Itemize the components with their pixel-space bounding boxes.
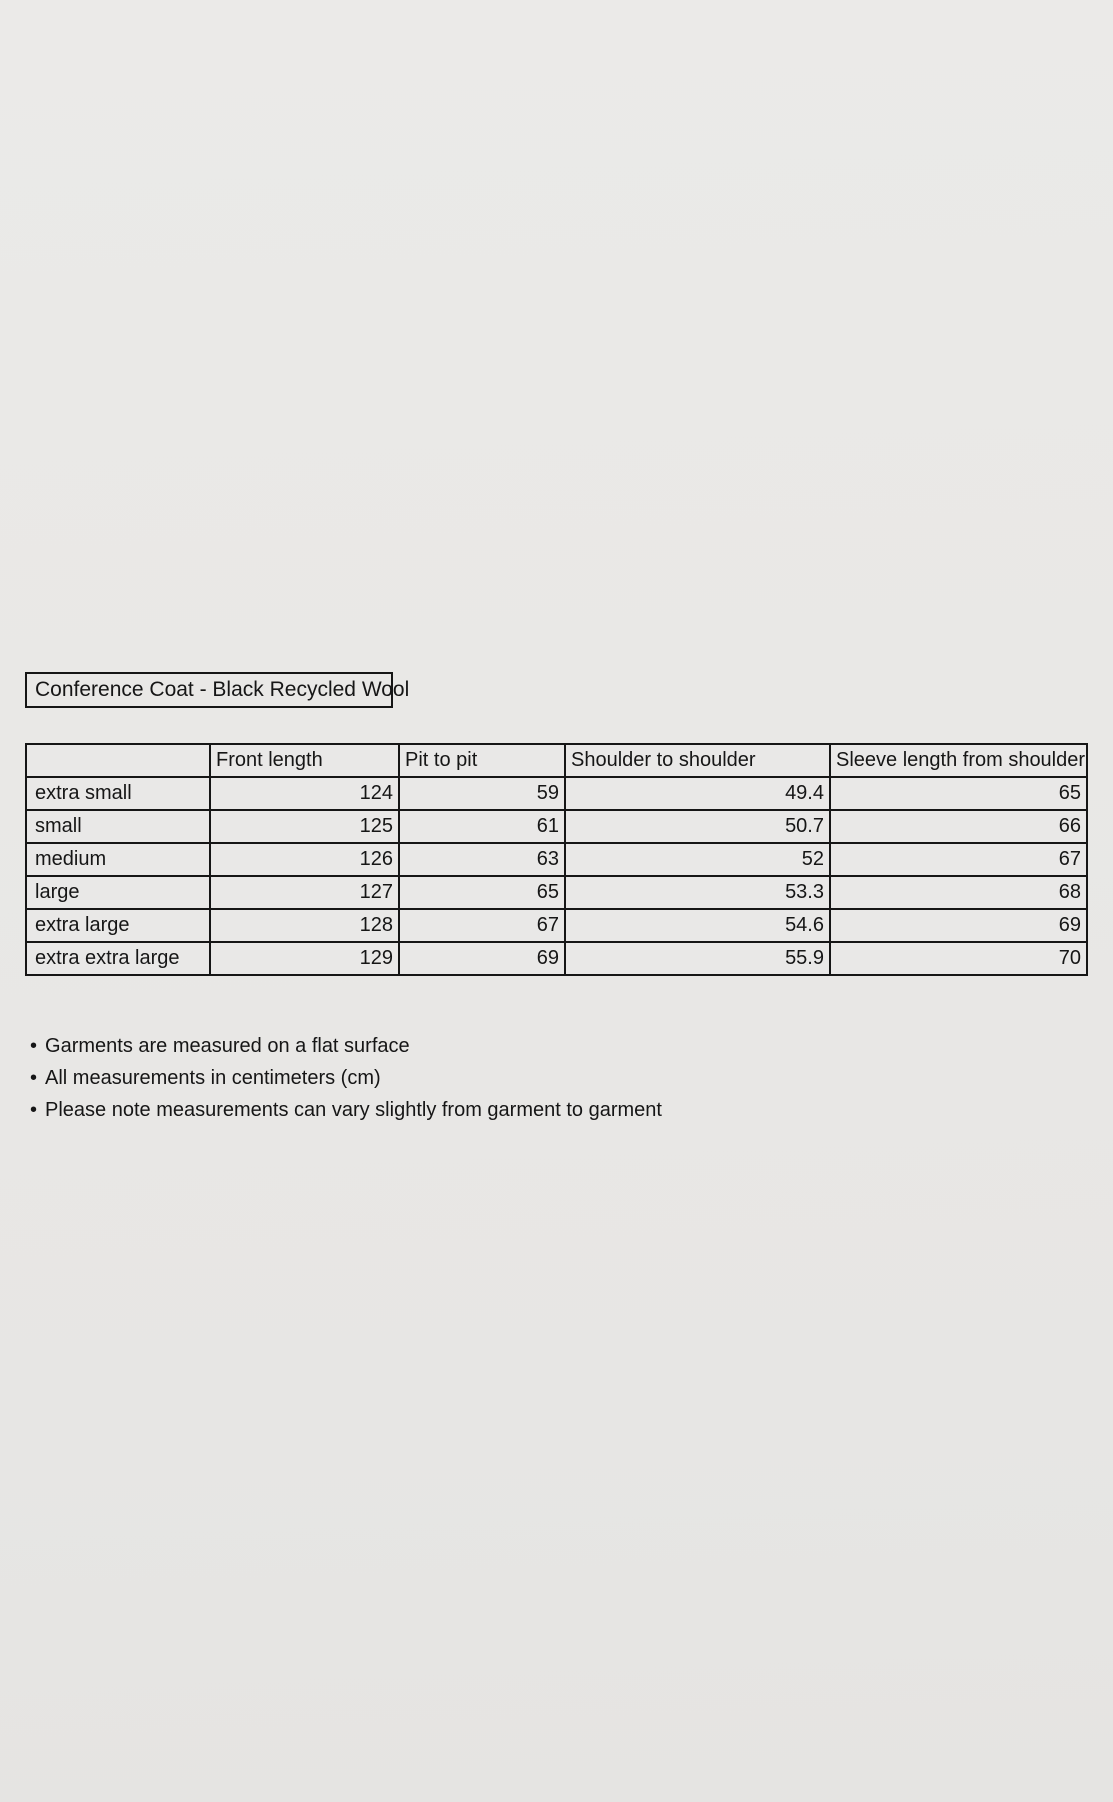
pit-to-pit-value: 65 xyxy=(399,876,565,909)
size-label: medium xyxy=(26,843,210,876)
size-label: extra small xyxy=(26,777,210,810)
bullet-icon: • xyxy=(30,1035,38,1057)
note-text: All measurements in centimeters (cm) xyxy=(45,1067,381,1089)
measurement-notes xyxy=(30,1035,662,1131)
note-text: Please note measurements can vary slightly from garment to garment xyxy=(45,1099,662,1121)
sleeve-length-value: 67 xyxy=(830,843,1087,876)
note-item-centimeters xyxy=(30,1067,662,1089)
sleeve-length-value: 69 xyxy=(830,909,1087,942)
pit-to-pit-value: 59 xyxy=(399,777,565,810)
note-text: Garments are measured on a flat surface xyxy=(45,1035,410,1057)
front-length-value: 124 xyxy=(210,777,399,810)
sleeve-length-value: 70 xyxy=(830,942,1087,975)
bullet-icon: • xyxy=(30,1067,38,1089)
table-row-extra-extra-large xyxy=(26,942,1087,975)
product-title: Conference Coat - Black Recycled Wool xyxy=(35,678,410,701)
sleeve-length-value: 66 xyxy=(830,810,1087,843)
note-item-flat-surface xyxy=(30,1035,662,1057)
pit-to-pit-value: 67 xyxy=(399,909,565,942)
shoulder-to-shoulder-value: 52 xyxy=(565,843,830,876)
col-header-sleeve-length: Sleeve length from shoulder xyxy=(830,744,1087,777)
table-row-extra-large xyxy=(26,909,1087,942)
front-length-value: 126 xyxy=(210,843,399,876)
table-row-medium xyxy=(26,843,1087,876)
size-label: extra extra large xyxy=(26,942,210,975)
table-row-small xyxy=(26,810,1087,843)
col-header-size xyxy=(26,744,210,777)
size-label: small xyxy=(26,810,210,843)
pit-to-pit-value: 63 xyxy=(399,843,565,876)
shoulder-to-shoulder-value: 55.9 xyxy=(565,942,830,975)
table-header-row xyxy=(26,744,1087,777)
shoulder-to-shoulder-value: 50.7 xyxy=(565,810,830,843)
pit-to-pit-value: 61 xyxy=(399,810,565,843)
shoulder-to-shoulder-value: 49.4 xyxy=(565,777,830,810)
size-label: large xyxy=(26,876,210,909)
bullet-icon: • xyxy=(30,1099,38,1121)
front-length-value: 125 xyxy=(210,810,399,843)
col-header-pit-to-pit: Pit to pit xyxy=(399,744,565,777)
sleeve-length-value: 68 xyxy=(830,876,1087,909)
size-chart-table xyxy=(25,743,1088,976)
pit-to-pit-value: 69 xyxy=(399,942,565,975)
note-item-vary xyxy=(30,1099,662,1121)
table-row-large xyxy=(26,876,1087,909)
front-length-value: 129 xyxy=(210,942,399,975)
table-row-extra-small xyxy=(26,777,1087,810)
col-header-shoulder-to-shoulder: Shoulder to shoulder xyxy=(565,744,830,777)
col-header-front-length: Front length xyxy=(210,744,399,777)
shoulder-to-shoulder-value: 53.3 xyxy=(565,876,830,909)
sleeve-length-value: 65 xyxy=(830,777,1087,810)
size-label: extra large xyxy=(26,909,210,942)
front-length-value: 127 xyxy=(210,876,399,909)
shoulder-to-shoulder-value: 54.6 xyxy=(565,909,830,942)
front-length-value: 128 xyxy=(210,909,399,942)
product-title-box xyxy=(25,672,410,708)
